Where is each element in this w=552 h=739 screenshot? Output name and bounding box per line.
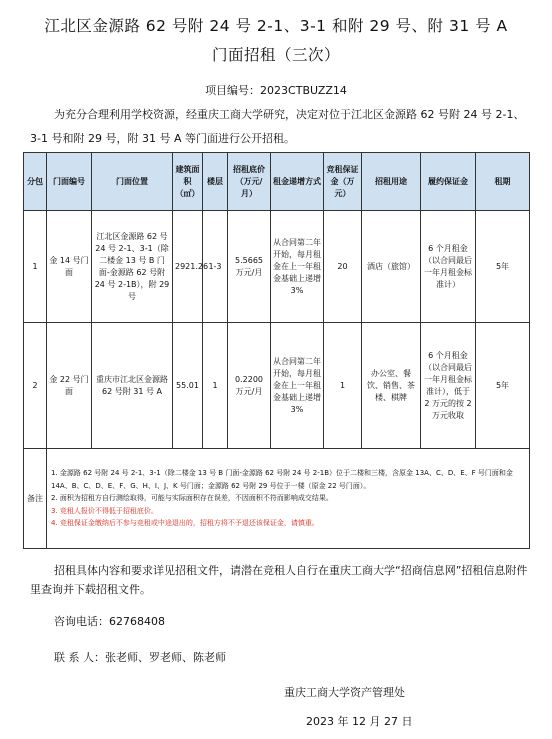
- col-header-area: 建筑面积（㎡）: [173, 153, 203, 211]
- title-line-1: 江北区金源路 62 号附 24 号 2-1、3-1 和附 29 号、附 31 号 A: [44, 17, 508, 35]
- cell-usage: 办公室、餐饮、销售、茶楼、棋牌: [362, 323, 421, 449]
- note-item: 1. 金源路 62 号附 24 号 2-1、3-1（除二楼金 13 号 B 门面-金源路 62 号附 24 号 2-1B）位于二楼和三楼，含原金 13A、C、D、E、F 号门面和金 14A、B、C、D、E、F、G、H、I、J、K 号门面；金源路 62 号附 29 号位于一楼（原金 22 号门面）。: [51, 469, 513, 490]
- table-header-row: [24, 153, 530, 211]
- table-row: [24, 211, 530, 323]
- cell-shop-no: 金 14 号门面: [47, 211, 92, 323]
- cell-bid-deposit: 1: [324, 323, 362, 449]
- cell-package: 1: [24, 211, 47, 323]
- project-number: 项目编号：2023CTBUZZ14: [205, 84, 347, 97]
- cell-base-price: 0.2200 万元/月: [228, 323, 271, 449]
- col-header-bid-deposit: 竞租保证金（万元）: [324, 153, 362, 211]
- cell-location: 重庆市江北区金源路 62 号附 31 号 A: [92, 323, 173, 449]
- intro-paragraph: 为充分合理利用学校资源，经重庆工商大学研究，决定对位于江北区金源路 62 号附 24 号 2-1、3-1 号和附 29 号，附 31 号 A 等门面进行公开招租。: [30, 108, 525, 145]
- phone-line: 咨询电话：62768408: [54, 615, 165, 628]
- note-item-warning: 3. 竞租人报价不得低于招租底价。: [51, 506, 158, 515]
- notes-cell: [47, 449, 530, 549]
- cell-shop-no: 金 22 号门面: [47, 323, 92, 449]
- cell-term: 5年: [476, 323, 530, 449]
- note-item: 2. 面积为招租方自行测绘取得，可能与实际面积存在误差，不因面积不符而影响成交结果。: [51, 494, 333, 503]
- signature: 重庆工商大学资产管理处: [284, 686, 405, 699]
- notes-row: [24, 449, 530, 549]
- cell-floor: 1-3: [203, 211, 228, 323]
- date-line: 2023 年 12 月 27 日: [306, 715, 413, 728]
- contact-line: 联 系 人：张老师、罗老师、陈老师: [54, 651, 226, 664]
- cell-usage: 酒店（旅馆）: [362, 211, 421, 323]
- col-header-base-price: 招租底价（万元/月）: [228, 153, 271, 211]
- cell-increment: 从合同第二年开始，每月租金在上一年租金基础上递增 3%: [271, 323, 324, 449]
- cell-location: 江北区金源路 62 号 24 号 2-1、3-1（除二楼金 13 号 B 门面-金源路 62 号附 24 号 2-1B），附 29 号: [92, 211, 173, 323]
- col-header-performance-deposit: 履约保证金: [421, 153, 476, 211]
- table-row: [24, 323, 530, 449]
- col-header-floor: 楼层: [203, 153, 228, 211]
- cell-area: 2921.26: [173, 211, 203, 323]
- cell-performance-deposit: 6 个月租金（以合同最后一年月租金标准计）: [421, 211, 476, 323]
- col-header-shop-no: 门面编号: [47, 153, 92, 211]
- title-line-2: 门面招租（三次）: [211, 46, 340, 64]
- col-header-term: 租期: [476, 153, 530, 211]
- col-header-increment: 租金递增方式: [271, 153, 324, 211]
- notes-label: 备注: [24, 449, 47, 549]
- rental-table: [23, 152, 530, 549]
- col-header-location: 门面位置: [92, 153, 173, 211]
- cell-increment: 从合同第二年开始，每月租金在上一年租金基础上递增 3%: [271, 211, 324, 323]
- instructions-paragraph: 招租具体内容和要求详见招租文件，请潜在竞租人自行在重庆工商大学“招商信息网”招租信息附件里查询并下载招租文件。: [30, 564, 528, 596]
- cell-area: 55.01: [173, 323, 203, 449]
- cell-package: 2: [24, 323, 47, 449]
- cell-base-price: 5.5665 万元/月: [228, 211, 271, 323]
- col-header-usage: 招租用途: [362, 153, 421, 211]
- cell-floor: 1: [203, 323, 228, 449]
- col-header-package: 分包: [24, 153, 47, 211]
- note-item-warning: 4. 竞租保证金缴纳后不参与竞租或中途退出的，招租方将不予退还该保证金，请慎重。: [51, 519, 319, 528]
- cell-bid-deposit: 20: [324, 211, 362, 323]
- cell-term: 5年: [476, 211, 530, 323]
- cell-performance-deposit: 6 个月租金（以合同最后一年月租金标准计），低于 2 万元的按 2 万元收取: [421, 323, 476, 449]
